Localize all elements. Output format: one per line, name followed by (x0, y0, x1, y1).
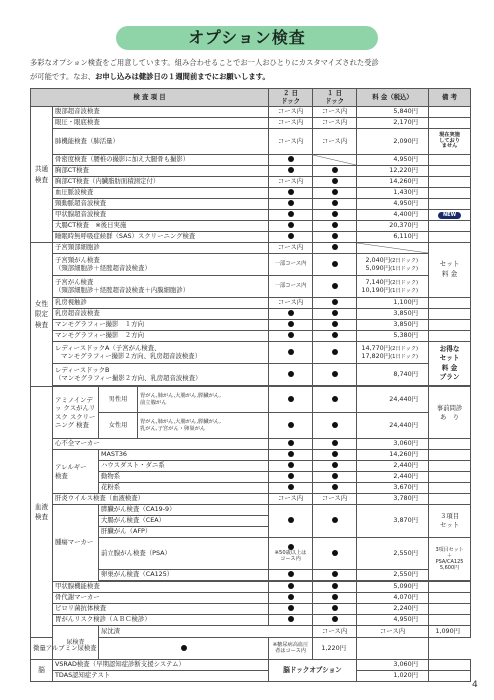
one-day-cell (313, 188, 357, 199)
price-cell: 1,090円 (429, 626, 471, 638)
intro-deadline: お申し込みは健診日の１週間前までにお願いします。 (95, 72, 270, 81)
one-day-cell: コース内 (357, 626, 429, 638)
price-cell: 5,090円 (357, 582, 429, 593)
header-two-day: ２ 日 ドック (269, 89, 313, 107)
one-day-cell (313, 570, 357, 581)
note-cell (429, 298, 471, 309)
two-day-cell: 一部コース内 (269, 276, 313, 298)
included-dot-icon (332, 616, 338, 622)
included-dot-icon (332, 571, 338, 577)
included-dot-icon (332, 440, 338, 446)
one-day-cell (313, 309, 357, 320)
price-tag: (1日ドック) (390, 265, 419, 272)
one-day-cell (313, 276, 357, 298)
one-day-cell (313, 364, 357, 386)
one-day-cell (313, 232, 357, 243)
price-tag: (2日ドック) (390, 257, 419, 264)
price-cell: 14,260円 (357, 450, 429, 461)
included-dot-icon (288, 422, 294, 428)
row-name: マンモグラフィー撮影 １方向 (53, 320, 269, 331)
one-day-cell (313, 210, 357, 221)
row-name (53, 254, 269, 276)
price-cell: 3,870円 (357, 505, 429, 538)
row-name: ピロリ菌抗体検査 (53, 604, 269, 615)
included-dot-icon (332, 261, 338, 267)
one-day-cell (313, 439, 357, 450)
two-day-cell: コース内 (269, 118, 313, 129)
note-cell (429, 483, 471, 494)
amino-male-cell (99, 387, 269, 413)
price-cell: 5,380円 (357, 331, 429, 342)
two-day-cell: 一部コース内 (269, 254, 313, 276)
row-name: TDAS認知症テスト (53, 671, 269, 682)
included-dot-icon (288, 211, 294, 217)
two-day-cell (269, 582, 313, 593)
note-cell (429, 615, 471, 626)
one-day-cell (313, 615, 357, 626)
two-day-cell (269, 232, 313, 243)
price-cell: 24,440円 (357, 387, 429, 413)
price-cell: 2,090円 (357, 129, 429, 155)
included-dot-icon (288, 583, 294, 589)
one-day-cell (313, 538, 357, 570)
price-cell: 2,440円 (357, 461, 429, 472)
one-day-cell: ※糖尿病高血圧 者はコース内 (269, 638, 313, 660)
included-dot-icon (288, 233, 294, 239)
price-two-day: 2,040円 (365, 255, 391, 264)
two-day-cell (269, 199, 313, 210)
row-name: 頸動脈超音波検査 (53, 199, 269, 210)
one-day-cell (313, 342, 357, 364)
row-name: 眼圧・眼底検査 (53, 118, 269, 129)
one-day-cell: コース内 (313, 107, 357, 118)
row-name: 胸部CT検査 (53, 166, 269, 177)
note-cell (429, 107, 471, 118)
included-dot-icon (332, 244, 338, 250)
price-two-day: 7,140円 (365, 277, 391, 286)
two-day-cell (269, 483, 313, 494)
two-day-cell (269, 604, 313, 615)
row-name-line: 子宮頸がん検査 (55, 256, 100, 265)
included-dot-icon (288, 349, 294, 355)
included-dot-icon (288, 396, 294, 402)
note-cell (429, 494, 471, 505)
two-day-cell (269, 188, 313, 199)
price-tag: (2日ドック) (390, 345, 419, 352)
price-cell (357, 276, 429, 298)
included-dot-icon (332, 283, 338, 289)
note-cell (429, 593, 471, 604)
price-two-day: 14,770円 (361, 343, 391, 352)
row-name: 肝臓がん（AFP） (99, 527, 269, 538)
row-name (53, 364, 269, 386)
price-one-day: 17,820円 (361, 351, 391, 360)
two-day-cell (269, 570, 313, 581)
included-dot-icon (332, 473, 338, 479)
brain-dock-option: 脳ドックオプション (269, 660, 357, 682)
category-urine: 尿検査 (53, 626, 99, 660)
two-day-cell (269, 309, 313, 320)
new-badge: NEW (438, 212, 461, 220)
included-dot-icon (288, 440, 294, 446)
one-day-cell (313, 593, 357, 604)
category-blood: 血液検査 (31, 387, 53, 638)
included-dot-icon (332, 462, 338, 468)
two-day-cell (269, 439, 313, 450)
note-cell (429, 671, 471, 682)
included-dot-icon (332, 349, 338, 355)
included-dot-icon (288, 473, 294, 479)
row-name: 微量アルブミン尿検査 (31, 638, 99, 660)
price-cell: 8,740円 (357, 364, 429, 386)
amino-male-label: 男性用 (99, 387, 138, 412)
note-cell (429, 582, 471, 593)
price-cell: 4,950円 (357, 615, 429, 626)
one-day-cell (313, 461, 357, 472)
two-day-cell: コース内 (269, 177, 313, 188)
note-cell (429, 232, 471, 243)
included-dot-icon (332, 321, 338, 327)
row-name: MAST36 (99, 450, 269, 461)
two-day-cell (269, 450, 313, 461)
row-name: 子宮頸部細胞診 (53, 243, 269, 254)
two-day-cell (269, 593, 313, 604)
price-cell: 2,550円 (357, 538, 429, 570)
two-day-cell (269, 331, 313, 342)
included-dot-icon (288, 517, 294, 523)
row-name: 大腸CT検査 ※後日実施 (53, 221, 269, 232)
included-dot-icon (288, 321, 294, 327)
row-name-line: レディースドックA（子宮がん検査、 (55, 344, 161, 353)
two-day-cell (269, 364, 313, 386)
two-day-cell: コース内 (269, 107, 313, 118)
row-name: VSRAD検査（早期認知症診断支援システム） (53, 660, 269, 671)
included-dot-icon (288, 594, 294, 600)
row-name-line: 子宮がん検査 (55, 278, 94, 287)
row-name: 乳房超音波検査 (53, 309, 269, 320)
amino-female-desc: 胃がん,肺がん,大腸がん,膵臓がん, 乳がん,子宮がん・卵巣がん (140, 419, 221, 432)
amino-female-cell (99, 413, 269, 439)
note-not-available: 現在実施 しており ません (429, 129, 471, 155)
included-dot-icon (332, 211, 338, 217)
row-name: ハウスダスト・ダニ系 (99, 461, 269, 472)
included-dot-icon (288, 616, 294, 622)
one-day-cell (313, 320, 357, 331)
price-cell: 3,780円 (357, 494, 429, 505)
price-cell: 20,370円 (357, 221, 429, 232)
row-name: 甲状腺機能検査 (53, 582, 269, 593)
price-cell: 4,070円 (357, 593, 429, 604)
option-exam-table (30, 88, 471, 682)
price-cell: 3,060円 (357, 439, 429, 450)
price-cell: 2,240円 (357, 604, 429, 615)
included-dot-icon (288, 484, 294, 490)
note-cell (429, 472, 471, 483)
price-tag: (1日ドック) (390, 353, 419, 360)
note-cell (429, 439, 471, 450)
note-cell (429, 660, 471, 671)
row-name: マンモグラフィー撮影 ２方向 (53, 331, 269, 342)
header-note: 備 考 (429, 89, 471, 107)
note-cell (429, 155, 471, 166)
price-cell: 3,060円 (357, 660, 429, 671)
row-name-line: （マンモグラフィー撮影２方向、乳房超音波検査） (55, 373, 202, 382)
page-title: オプション検査 (116, 26, 378, 50)
amino-index-label: アミノインデッ クスがんリスク スクリーニング 検査 (53, 387, 99, 439)
page-number: 4 (472, 680, 478, 690)
row-name-line: マンモグラフィー撮影２方向、乳房超音波検査） (61, 351, 202, 360)
two-day-cell (269, 166, 313, 177)
note-psa-set: 3項目セット ＋ PSA/CA125 5,600円 (429, 538, 471, 581)
row-name: 腹部超音波検査 (53, 107, 269, 118)
note-three-set: ３項目 セット (429, 505, 471, 538)
included-dot-icon (288, 167, 294, 173)
row-name: 骨代謝マーカー (53, 593, 269, 604)
row-name: 前立腺がん検査（PSA） (99, 538, 269, 570)
note-cell (429, 188, 471, 199)
row-name: 大腸がん検査（CEA） (99, 516, 269, 527)
two-day-cell (269, 155, 313, 166)
two-day-cell: コース内 (269, 298, 313, 309)
price-cell: 12,220円 (357, 166, 429, 177)
row-name: 骨密度検査（腰椎の撮影に加え大腿骨も撮影） (53, 155, 269, 166)
row-name: 睡眠時無呼吸症候群（SAS）スクリーニング検査 (53, 232, 269, 243)
row-name: 胃がんリスク検診（ＡＢＣ検診） (53, 615, 269, 626)
price-cell: 1,020円 (357, 671, 429, 682)
note-cell (429, 461, 471, 472)
included-dot-icon (288, 571, 294, 577)
included-dot-icon (332, 583, 338, 589)
psa-course-note: ※50歳以上は コース内 (274, 550, 307, 563)
price-cell: 1,100円 (357, 298, 429, 309)
row-name: 尿沈渣 (99, 626, 313, 638)
two-day-cell (269, 505, 313, 538)
one-day-cell: コース内 (313, 129, 357, 155)
price-one-day: 5,090円 (365, 263, 391, 272)
price-cell: 2,550円 (357, 570, 429, 581)
price-cell (357, 243, 429, 254)
intro-text (30, 56, 470, 84)
row-name: 卵巣がん検査（CA125） (99, 570, 269, 581)
included-dot-icon (332, 484, 338, 490)
row-name: 胸部CT検査（内臓脂肪面積測定付） (53, 177, 269, 188)
two-day-cell (269, 472, 313, 483)
row-name: 心不全マーカー (53, 439, 269, 450)
price-cell: 4,950円 (357, 199, 429, 210)
price-cell: 3,850円 (357, 309, 429, 320)
included-dot-icon (332, 422, 338, 428)
allergy-label: アレルギー 検査 (53, 450, 99, 494)
price-cell: 4,400円 (357, 210, 429, 221)
included-dot-icon (288, 371, 294, 377)
two-day-cell (269, 461, 313, 472)
price-cell (357, 254, 429, 276)
row-name (53, 342, 269, 364)
included-dot-icon (332, 200, 338, 206)
included-dot-icon (332, 299, 338, 305)
one-day-cell (313, 243, 357, 254)
row-name: 血圧脈波検査 (53, 188, 269, 199)
included-dot-icon (288, 189, 294, 195)
tumor-marker-label: 腫瘍マーカー (53, 505, 99, 582)
price-cell: 24,440円 (357, 413, 429, 439)
row-name (53, 276, 269, 298)
row-name: 乳房視触診 (53, 298, 269, 309)
one-day-cell (313, 221, 357, 232)
one-day-cell (313, 254, 357, 276)
price-one-day: 10,190円 (361, 285, 391, 294)
note-cell (429, 221, 471, 232)
included-dot-icon (332, 222, 338, 228)
note-deal-plan: お得な セット 料 金 プラン (429, 342, 471, 386)
two-day-cell (269, 615, 313, 626)
one-day-cell (313, 177, 357, 188)
note-cell (429, 450, 471, 461)
one-day-cell (313, 387, 357, 413)
category-female: 女性限定検査 (31, 243, 53, 387)
included-dot-icon (332, 189, 338, 195)
amino-female-label: 女性用 (99, 413, 138, 438)
two-day-cell (269, 221, 313, 232)
row-name: 動物系 (99, 472, 269, 483)
price-cell: 1,220円 (313, 638, 357, 660)
included-dot-icon (181, 645, 187, 651)
included-dot-icon (288, 462, 294, 468)
category-brain: 脳 (31, 660, 53, 682)
note-set-price: セット 料 金 (429, 243, 471, 298)
price-cell: 2,170円 (357, 118, 429, 129)
included-dot-icon (332, 451, 338, 457)
one-day-cell (313, 450, 357, 461)
included-dot-icon (332, 167, 338, 173)
row-name-line: （頸部細胞診＋経腟超音波検査） (55, 263, 151, 272)
header-one-day: １ 日 ドック (313, 89, 357, 107)
price-tag: (2日ドック) (390, 279, 419, 286)
note-cell (429, 177, 471, 188)
price-cell (357, 342, 429, 364)
included-dot-icon (332, 550, 338, 556)
header-item: 検 査 項 目 (31, 89, 269, 107)
note-cell (429, 199, 471, 210)
two-day-cell (269, 320, 313, 331)
two-day-cell: コース内 (269, 243, 313, 254)
two-day-cell: コース内 (269, 494, 313, 505)
included-dot-icon (332, 371, 338, 377)
price-cell: 1,430円 (357, 188, 429, 199)
included-dot-icon (332, 517, 338, 523)
included-dot-icon (288, 200, 294, 206)
row-name: 花粉系 (99, 483, 269, 494)
note-cell (429, 331, 471, 342)
price-cell: 2,440円 (357, 472, 429, 483)
two-day-cell (269, 342, 313, 364)
included-dot-icon (288, 451, 294, 457)
price-cell: 3,670円 (357, 483, 429, 494)
row-name: 甲状腺超音波検査 (53, 210, 269, 221)
included-dot-icon (332, 178, 338, 184)
one-day-cell: コース内 (313, 118, 357, 129)
two-day-cell: コース内 (313, 626, 357, 638)
intro-line-2: が可能です。なお、 (30, 72, 96, 81)
note-cell (357, 638, 429, 660)
note-cell (429, 320, 471, 331)
one-day-cell (313, 155, 357, 166)
one-day-cell (313, 582, 357, 593)
two-day-cell: コース内 (269, 129, 313, 155)
included-dot-icon (288, 156, 294, 162)
two-day-cell (99, 638, 269, 660)
amino-male-desc: 胃がん,肺がん,大腸がん,膵臓がん, 前立腺がん (140, 393, 221, 406)
one-day-cell: コース内 (313, 494, 357, 505)
two-day-cell (269, 387, 313, 413)
note-pre-interview: 事前問診 あ り (429, 387, 471, 439)
note-cell (429, 604, 471, 615)
included-dot-icon (332, 396, 338, 402)
note-cell (429, 166, 471, 177)
included-dot-icon (332, 233, 338, 239)
one-day-cell (313, 472, 357, 483)
included-dot-icon (288, 332, 294, 338)
price-tag: (1日ドック) (390, 287, 419, 294)
intro-line-1: 多彩なオプション検査をご用意しています。組み合わせることでお一人おひとりにカスタマイズされた受診 (30, 58, 379, 67)
category-common: 共通検査 (31, 107, 53, 243)
included-dot-icon (288, 222, 294, 228)
header-price: 料 金（税込） (357, 89, 429, 107)
included-dot-icon (332, 332, 338, 338)
row-name: 肝炎ウイルス検査（血液検査） (53, 494, 269, 505)
one-day-cell (313, 166, 357, 177)
one-day-cell (313, 413, 357, 439)
two-day-cell (269, 413, 313, 439)
price-cell: 6,110円 (357, 232, 429, 243)
price-cell: 3,850円 (357, 320, 429, 331)
row-name: 肺機能検査（肺活量） (53, 129, 269, 155)
two-day-cell (269, 210, 313, 221)
row-name-line: レディースドックB (55, 366, 110, 375)
price-cell: 5,840円 (357, 107, 429, 118)
one-day-cell (313, 483, 357, 494)
one-day-cell (313, 604, 357, 615)
price-cell: 4,950円 (357, 155, 429, 166)
included-dot-icon (288, 605, 294, 611)
row-name: 膵臓がん検査（CA19-9） (99, 505, 269, 516)
note-cell (429, 309, 471, 320)
one-day-cell (313, 298, 357, 309)
note-cell (429, 118, 471, 129)
included-dot-icon (288, 310, 294, 316)
one-day-cell (313, 331, 357, 342)
included-dot-icon (332, 310, 338, 316)
one-day-cell (313, 199, 357, 210)
two-day-cell (269, 538, 313, 570)
row-name-line: （頸部細胞診＋経腟超音波検査＋内膜細胞診） (55, 285, 190, 294)
one-day-cell (313, 505, 357, 538)
included-dot-icon (332, 605, 338, 611)
price-cell: 14,260円 (357, 177, 429, 188)
note-cell (429, 210, 471, 221)
included-dot-icon (332, 594, 338, 600)
